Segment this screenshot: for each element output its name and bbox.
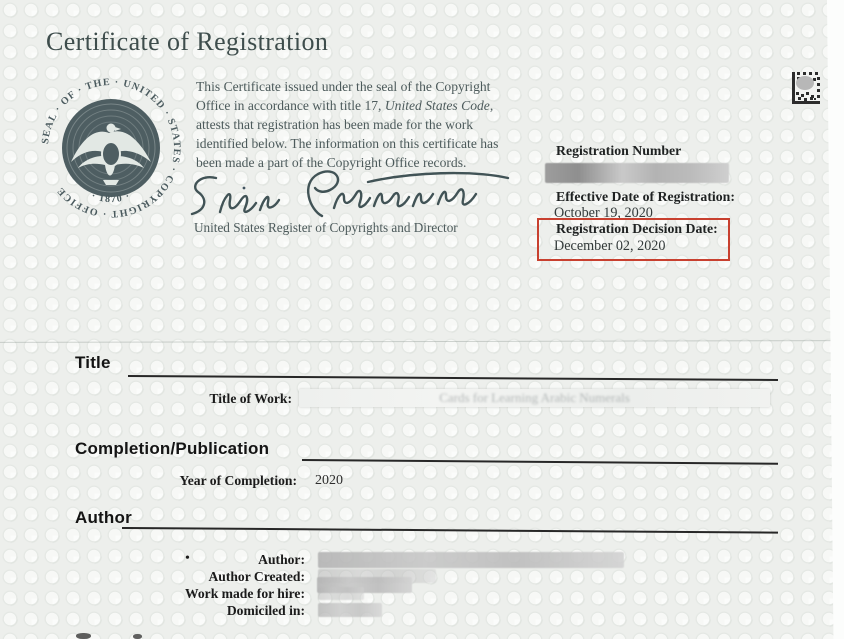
section-heading-completion: Completion/Publication [75,439,270,458]
completion-section-rule [302,459,778,465]
copyright-office-seal [33,70,189,226]
effective-date-value: October 19, 2020 [554,205,653,221]
section-heading-author: Author [75,508,132,527]
author-section-rule [122,527,778,534]
decision-date-value: December 02, 2020 [554,238,666,254]
title-of-work-redacted [299,389,770,407]
effective-date-label: Effective Date of Registration: [556,189,735,204]
page-title: Certificate of Registration [46,27,329,56]
scan-crease-line [0,340,844,343]
seal-ring-year: · 1870 · [89,190,133,206]
title-section-rule [128,375,778,381]
certificate-statement [196,77,522,172]
author-value-redacted [318,552,624,568]
domiciled-in-label: Domiciled in: [226,603,305,618]
seal-ring-text: SEAL · OF · THE · UNITED · STATES · COPYRIGHT · OFFICE [40,76,183,220]
seal-icon [33,70,189,226]
work-made-for-hire-label: Work made for hire: [185,586,305,601]
signature [182,166,518,222]
statement-part2: attests that registration has been made for the work identified below. The information on this certificate has been made a part of the Copyright Office records. [196,117,499,170]
signer-title: United States Register of Copyrights and Director [194,220,458,235]
author-label: Author: [258,552,305,567]
scan-edge-strip [827,0,844,639]
clipped-section-heading-fragment [133,634,142,639]
section-heading-title: Title [75,353,111,372]
registration-number-redacted [545,163,729,183]
clipped-section-heading-fragment [76,633,91,639]
author-created-label: Author Created: [208,569,305,584]
author-bullet: • [185,551,190,566]
signature-icon [182,166,518,222]
year-of-completion-label: Year of Completion: [179,473,297,488]
domiciled-in-value-redacted [318,603,382,617]
title-of-work-faint-text: Cards for Learning Arabic Numerals [439,390,630,405]
year-of-completion-value: 2020 [315,473,343,488]
statement-part1: This Certificate issued under the seal of the Copyright Office in accordance with title 17, [196,79,491,113]
decision-date-label: Registration Decision Date: [556,221,718,236]
datamatrix-barcode [792,72,820,104]
registration-number-label: Registration Number [556,143,682,158]
statement-italic: United States Code, [384,98,494,113]
barcode-icon [792,72,820,104]
title-of-work-label: Title of Work: [209,391,292,406]
work-made-for-hire-value-redacted [318,587,364,600]
